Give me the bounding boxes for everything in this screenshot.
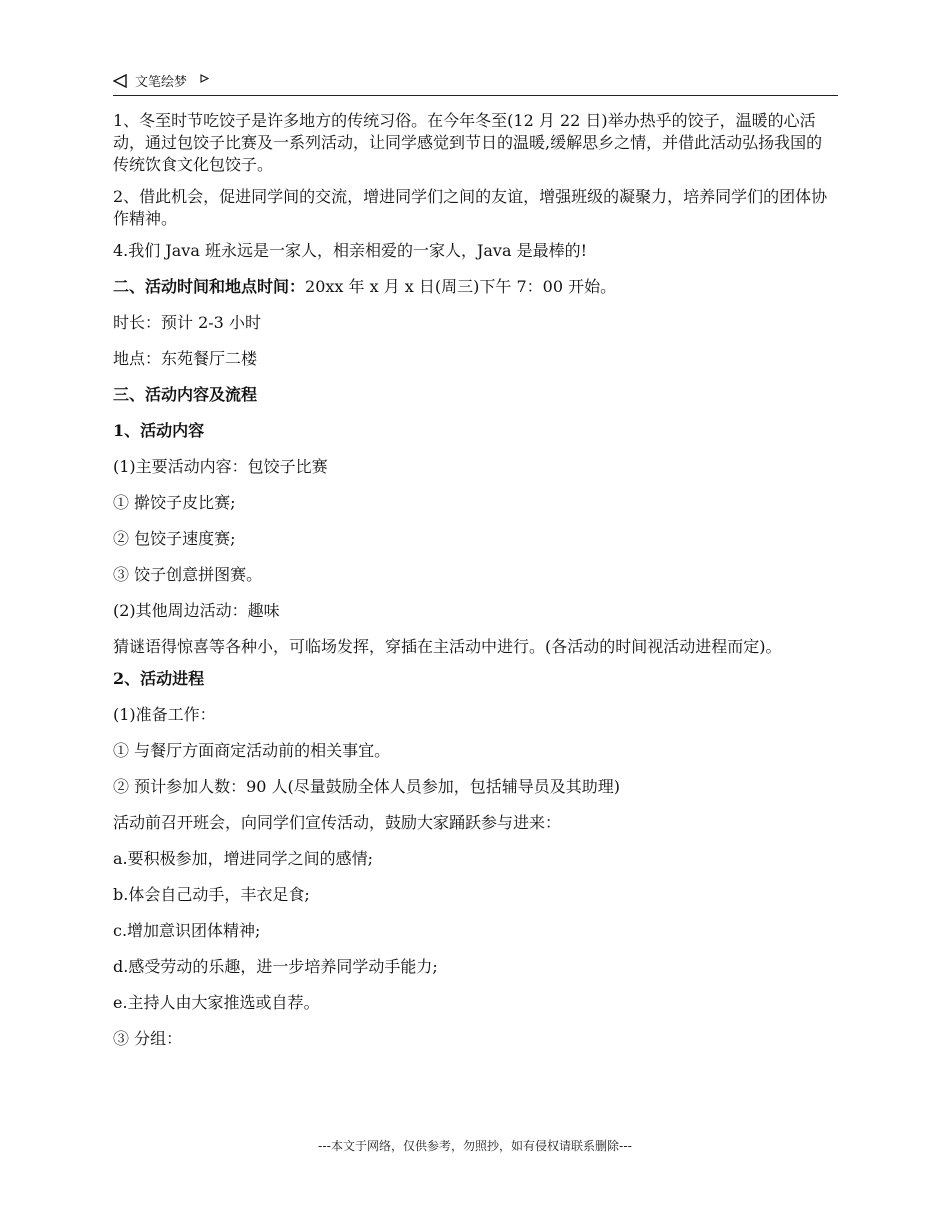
triangle-right-outline-icon [200,74,209,83]
paragraph-purpose-2: 2、借此机会，促进同学间的交流，增进同学们之间的友谊，增强班级的凝聚力，培养同学们的团体协作精神。 [113,187,828,228]
prep-item: ③ 分组： [113,1029,183,1048]
subsection-heading-content: 1、活动内容 [113,421,205,440]
prep-item: ① 与餐厅方面商定活动前的相关事宜。 [113,741,391,760]
prep-point: d.感受劳动的乐趣，进一步培养同学动手能力; [113,957,438,976]
brand-name: 文笔绘梦 [135,75,188,90]
prep-point: e.主持人由大家推选或自荐。 [113,993,320,1012]
section-heading-content: 三、活动内容及流程 [113,385,258,404]
footer-disclaimer: ---本文于网络，仅供参考，勿照抄，如有侵权请联系删除--- [318,1139,632,1153]
activity-item: ③ 饺子创意拼图赛。 [113,565,263,584]
prep-item: ② 预计参加人数：90 人(尽量鼓励全体人员参加，包括辅导员及其助理) [113,777,621,796]
activity-item: ② 包饺子速度赛; [113,529,236,548]
page-header [113,70,838,96]
paragraph-purpose-4: 4.我们 Java 班永远是一家人，相亲相爱的一家人，Java 是最棒的! [113,241,588,260]
prep-heading: (1)准备工作： [113,705,216,724]
other-activity: (2)其他周边活动：趣味 [113,601,280,620]
triangle-left-outline-icon [113,74,127,88]
document-body [113,110,838,1064]
prep-meeting: 活动前召开班会，向同学们宣传活动，鼓励大家踊跃参与进来： [113,813,562,832]
activity-item: ① 擀饺子皮比赛; [113,493,236,512]
prep-point: b.体会自己动手，丰衣足食; [113,885,310,904]
prep-point: a.要积极参加，增进同学之间的感情; [113,849,374,868]
subsection-heading-process: 2、活动进程 [113,669,205,688]
section-time-location [113,276,838,298]
paragraph-purpose-1: 1、冬至时节吃饺子是许多地方的传统习俗。在今年冬至(12 月 22 日)举办热乎的饺子，温暖的心活动，通过包饺子比赛及一系列活动，让同学感觉到节日的温暖,缓解思乡之情，并借此活动弘扬我国的传统饮食文化包饺子。 [113,111,823,174]
main-activity: (1)主要活动内容：包饺子比赛 [113,457,328,476]
event-time: 20xx 年 x 月 x 日(周三)下午 7：00 开始。 [305,277,617,296]
section-heading-time: 二、活动时间和地点时间： [113,277,306,296]
event-duration: 时长：预计 2-3 小时 [113,313,261,332]
prep-point: c.增加意识团体精神; [113,921,261,940]
event-location: 地点：东苑餐厅二楼 [113,349,258,368]
other-activity-text: 猜谜语得惊喜等各种小，可临场发挥，穿插在主活动中进行。(各活动的时间视活动进程而定)。 [113,637,782,656]
